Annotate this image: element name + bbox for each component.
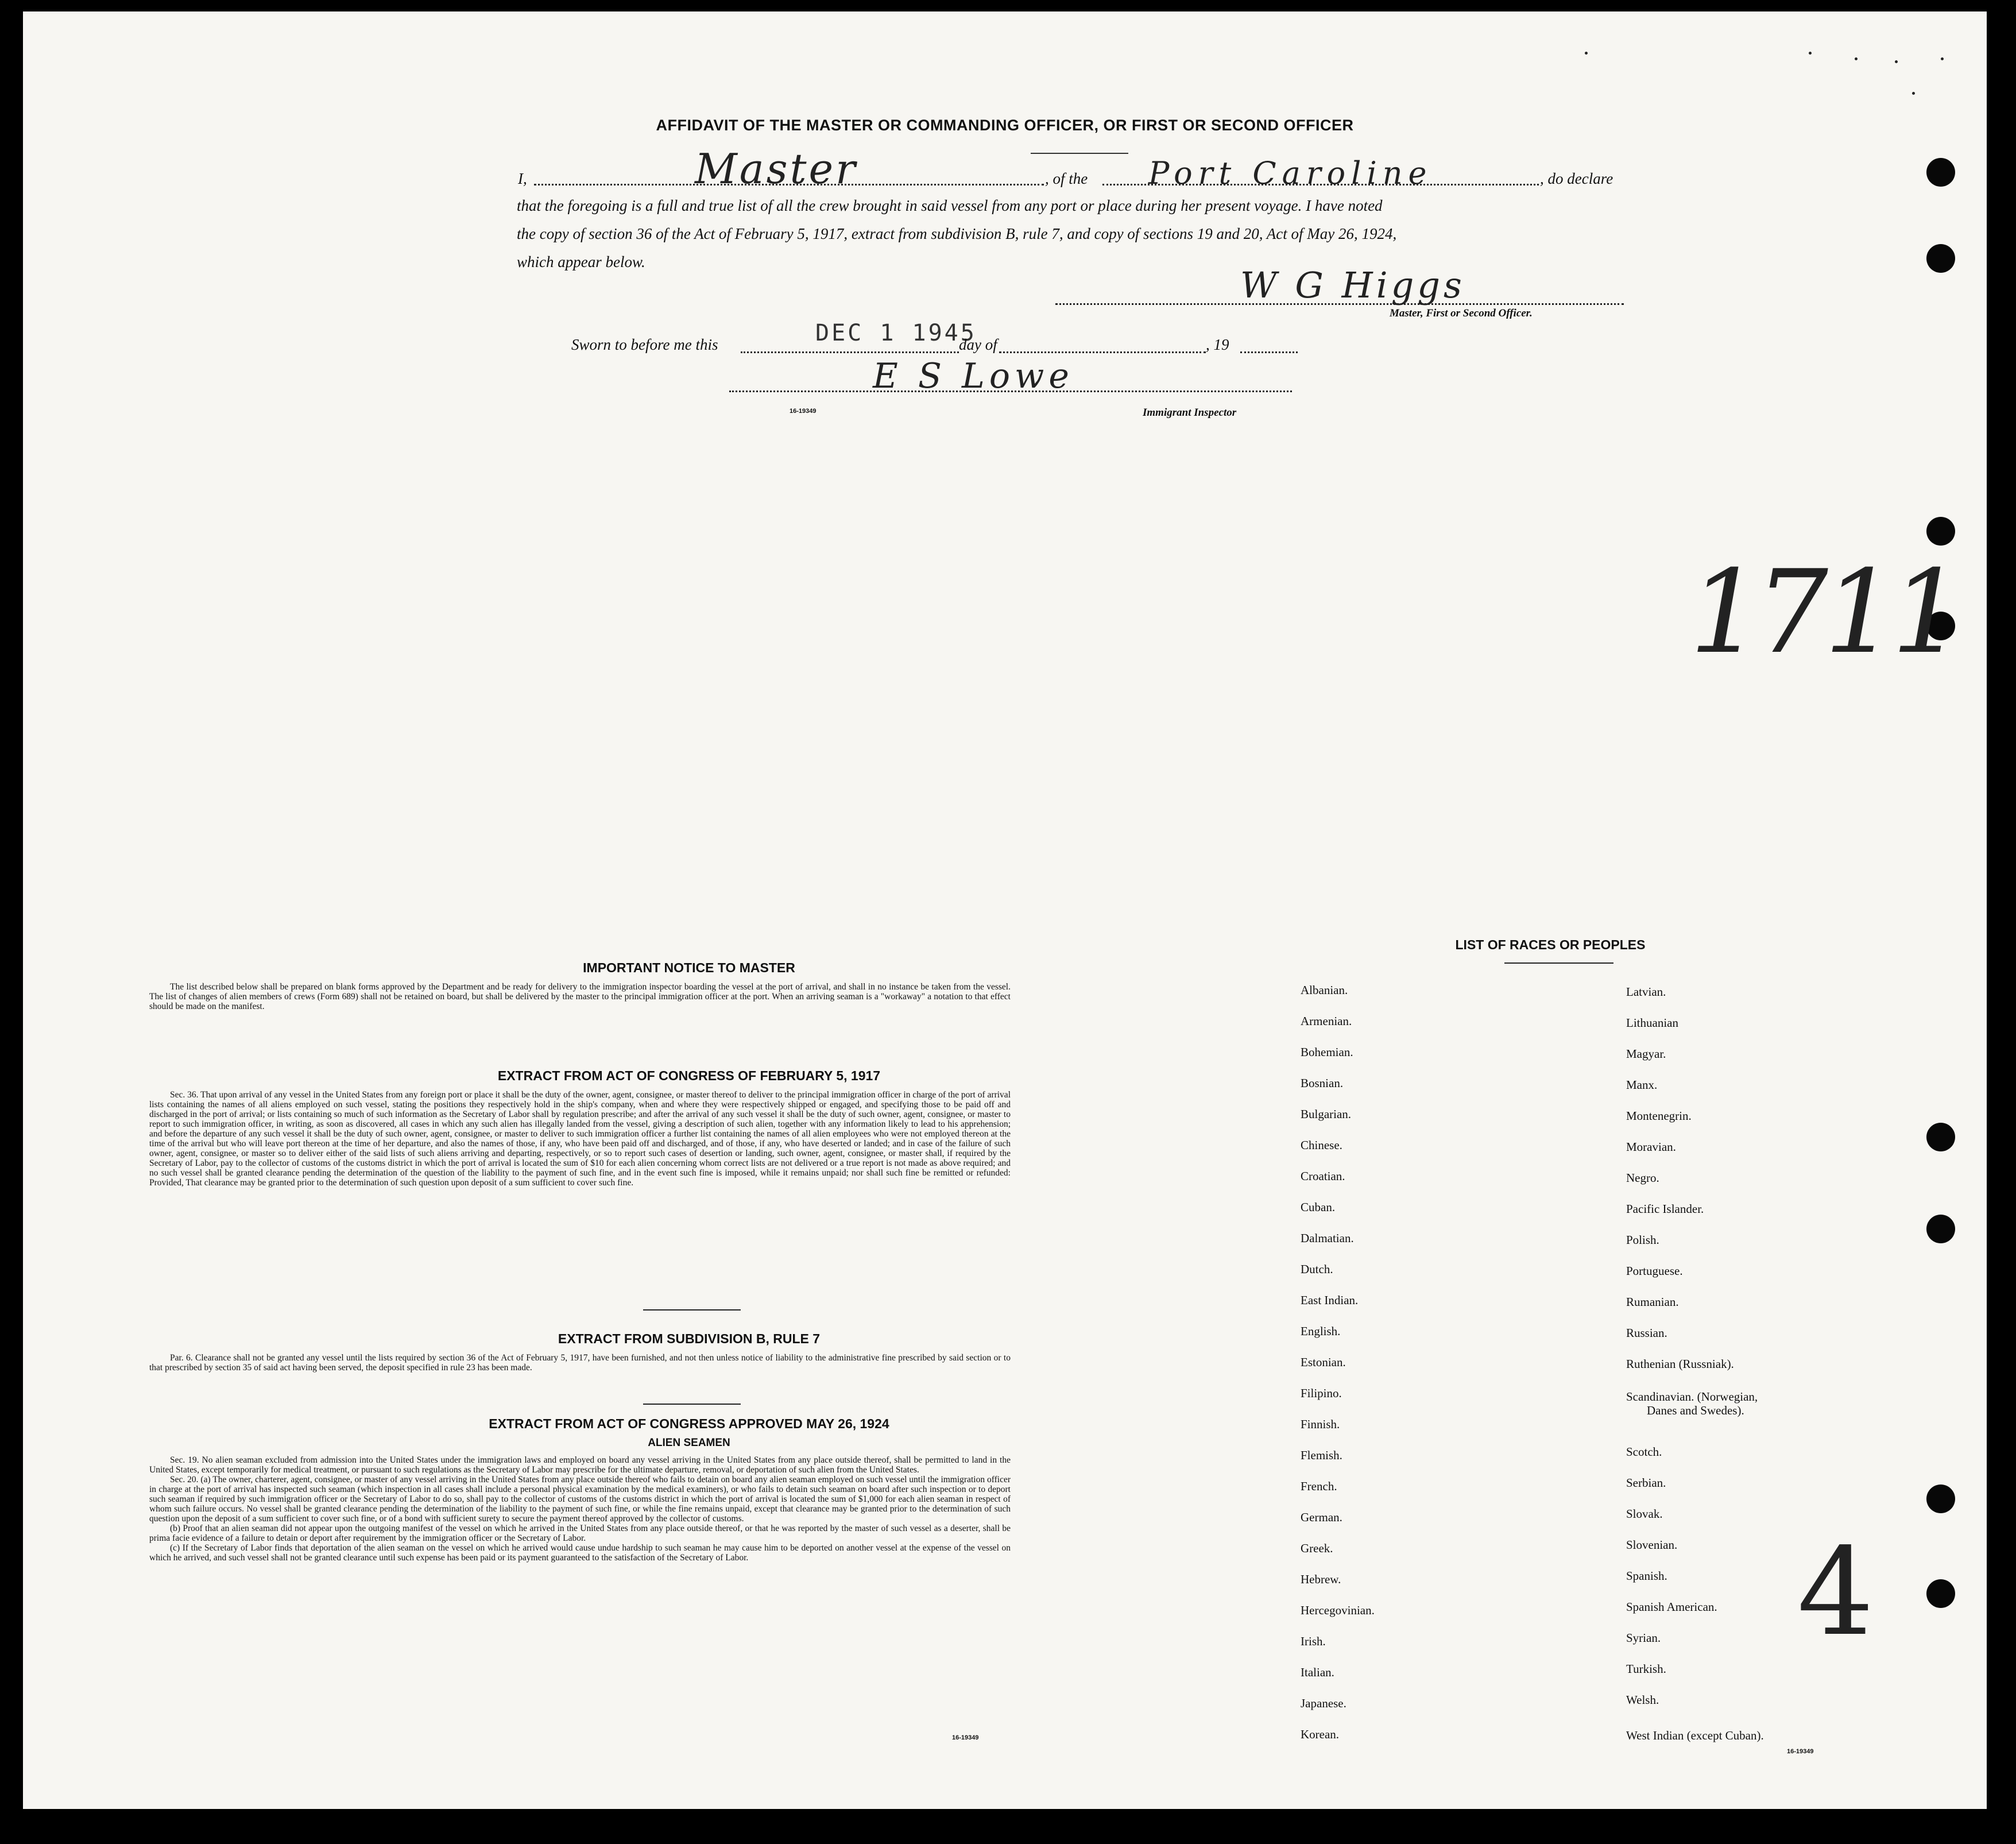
divider-rule bbox=[643, 1404, 741, 1405]
race-right-item: Lithuanian bbox=[1626, 1016, 1678, 1030]
race-right-item: West Indian (except Cuban). bbox=[1626, 1729, 1764, 1742]
race-left-item: Bohemian. bbox=[1301, 1045, 1353, 1059]
race-left-item: Hercegovinian. bbox=[1301, 1603, 1375, 1617]
notice-text bbox=[149, 982, 1011, 1011]
race-right-item: Serbian. bbox=[1626, 1476, 1666, 1490]
race-right-item: Moravian. bbox=[1626, 1140, 1676, 1154]
extract-1924-title: EXTRACT FROM ACT OF CONGRESS APPROVED MAY 26, 1924 bbox=[489, 1416, 889, 1431]
officer-signature-handwritten: W G Higgs bbox=[1240, 264, 1465, 306]
race-left-item: Finnish. bbox=[1301, 1417, 1340, 1431]
vessel-name-handwritten: Port Caroline bbox=[1148, 155, 1433, 191]
race-left-item: Dutch. bbox=[1301, 1262, 1333, 1276]
race-left-item: Croatian. bbox=[1301, 1169, 1345, 1183]
year-line bbox=[1240, 351, 1298, 353]
sec20b-paragraph: (b) Proof that an alien seaman did not appear upon the outgoing manifest of the vessel on which he arrived in the United States from any place outside thereof, or that he was reported by the master of such vessel as a deserter, shall be prima facie evidence of a failure to detain or deport after requirement by the immigration officer or the Secretary of Labor. bbox=[149, 1524, 1011, 1543]
document-page bbox=[23, 11, 1987, 1809]
extract-1917-title: EXTRACT FROM ACT OF CONGRESS OF FEBRUARY 5, 1917 bbox=[497, 1068, 881, 1083]
sec20a-paragraph: Sec. 20. (a) The owner, charterer, agent, consignee, or master of any vessel arriving in the United States from any place outside thereof who fails to detain on board any alien seaman employed on such vessel until the immigration officer in charge at the port of arrival has inspected such seaman (which inspection in all cases shall include a personal physical examination by the medical examiners), or who fails to detain such seaman on board after such inspection or to deport such seaman if required by such immigration officer or the Secretary of Labor to do so, shall pay to the collector of customs of the customs district in which the port of arrival is located the sum of $1,000 for each alien seaman in respect of whom such failure occurs. No vessel shall be granted clearance pending the determination of the liability to the payment of such fine, or while the fine remains unpaid, except that clearance may be granted prior to the determination of such question upon the deposit of a sum sufficient to cover such fine, or of a bond with sufficient surety to secure the payment thereof approved by the collector of customs. bbox=[149, 1475, 1011, 1524]
affidavit-body-line-1: that the foregoing is a full and true list of all the crew brought in said vessel from any port or place during her present voyage. I have noted bbox=[517, 197, 1383, 214]
extract-form-number: 16-19349 bbox=[952, 1734, 979, 1741]
extract-1917-text bbox=[149, 1090, 1011, 1188]
race-left-item: East Indian. bbox=[1301, 1293, 1359, 1307]
race-left-item: Cuban. bbox=[1301, 1200, 1336, 1214]
race-left-item: Korean. bbox=[1301, 1727, 1340, 1741]
punch-hole bbox=[1926, 244, 1955, 273]
race-right-item: Turkish. bbox=[1626, 1662, 1666, 1676]
sec20c-paragraph: (c) If the Secretary of Labor finds that deportation of the alien seaman on the vessel on which he arrived would cause undue hardship to such seaman he may cause him to be deported on another vessel at the expense of the vessel on which he arrived, and such vessel shall not be granted clearance until such expense has been paid or its payment guaranteed to the satisfaction of the Secretary of Labor. bbox=[149, 1543, 1011, 1563]
inspector-signature-handwritten: E S Lowe bbox=[873, 356, 1074, 396]
race-left-item: Dalmatian. bbox=[1301, 1231, 1354, 1245]
race-right-item: Danes and Swedes). bbox=[1647, 1404, 1744, 1417]
rule7-text bbox=[149, 1353, 1011, 1373]
races-title-rule bbox=[1504, 962, 1613, 964]
race-right-item: Polish. bbox=[1626, 1233, 1659, 1247]
punch-hole bbox=[1926, 1215, 1955, 1243]
page-number-handwritten: 1711 bbox=[1676, 546, 1969, 679]
race-right-item: Scotch. bbox=[1626, 1445, 1662, 1459]
race-right-item: Rumanian. bbox=[1626, 1295, 1679, 1309]
race-right-item: Syrian. bbox=[1626, 1631, 1661, 1645]
divider-rule bbox=[643, 1309, 741, 1310]
race-left-item: English. bbox=[1301, 1324, 1341, 1338]
notice-title: IMPORTANT NOTICE TO MASTER bbox=[583, 960, 795, 975]
race-right-item: Slovak. bbox=[1626, 1507, 1663, 1521]
punch-hole bbox=[1926, 1123, 1955, 1151]
year-label: , 19 bbox=[1206, 336, 1229, 353]
punch-hole bbox=[1926, 158, 1955, 187]
race-left-item: Filipino. bbox=[1301, 1386, 1342, 1400]
speck bbox=[1941, 57, 1944, 60]
of-the-label: , of the bbox=[1045, 170, 1088, 187]
alien-seamen-subtitle: ALIEN SEAMEN bbox=[648, 1437, 730, 1449]
day-of-label: day of bbox=[959, 336, 997, 353]
date-stamp: DEC 1 1945 bbox=[815, 320, 977, 346]
race-left-item: Italian. bbox=[1301, 1665, 1334, 1679]
affidavit-body-line-2: the copy of section 36 of the Act of February 5, 1917, extract from subdivision B, rule 7, and copy of sections 19 and 20, Act of May 26, 1924, bbox=[517, 225, 1397, 242]
race-right-item: Manx. bbox=[1626, 1078, 1658, 1092]
short-rule bbox=[1031, 153, 1128, 154]
inspector-caption: Immigrant Inspector bbox=[1143, 407, 1237, 419]
affidavit-form-number: 16-19349 bbox=[790, 408, 817, 415]
sec36-paragraph: Sec. 36. That upon arrival of any vessel in the United States from any foreign port or place it shall be the duty of the owner, agent, consignee, or master thereof to deliver to the principal immigration officer in charge of the port of arrival lists containing the names of all aliens employed on such vessel, stating the positions they respectively hold in the ship's company, when and where they were respectively shipped or engaged, and specifying those to be paid off and discharged in the port of arrival; or lists containing so much of such information as the Secretary of Labor shall by regulation prescribe; and after the arrival of any such vessel it shall be the duty of such owner, agent, consignee, or master to report to such immigration officer, in writing, as soon as discovered, all cases in which any such alien has illegally landed from the vessel, giving a description of such alien, together with any information likely to lead to his apprehension; and before the departure of any such vessel it shall be the duty of such owner, agent, consignee, or master to deliver to such immigration officer a further list containing the names of all alien employees who were not employed thereon at the time of the arrival but who will leave port thereon at the time of her departure, and also the names of those, if any, who have been paid off and discharged, and of those, if any, who have deserted or landed; and in case of the failure of such owner, agent, consignee, or master so to deliver either of the said lists of such aliens arriving and departing, respectively, or so to report such cases of desertion or landing, such owner, agent, consignee, or master shall, if required by the Secretary of Labor, pay to the collector of customs of the customs district in which the port of arrival is located the sum of $10 for each alien concerning whom correct lists are not delivered or a true report is not made as above required; and no such vessel shall be granted clearance pending the determination of the question of the liability to the payment of such fine, and in the event such fine is imposed, while it remains unpaid; nor shall such fine be remitted or refunded: Provided, That clearance may be granted prior to the determination of such question upon deposit of a sum sufficient to cover such fine. bbox=[149, 1090, 1011, 1188]
race-right-item: Ruthenian (Russniak). bbox=[1626, 1357, 1734, 1371]
race-left-item: Hebrew. bbox=[1301, 1572, 1341, 1586]
speck bbox=[1585, 52, 1588, 55]
race-right-item: Scandinavian. (Norwegian, bbox=[1626, 1390, 1758, 1404]
corner-mark-handwritten: 4 bbox=[1797, 1522, 1874, 1663]
race-left-item: Irish. bbox=[1301, 1634, 1326, 1648]
race-left-item: Chinese. bbox=[1301, 1138, 1342, 1152]
speck bbox=[1895, 60, 1898, 63]
rule7-title: EXTRACT FROM SUBDIVISION B, RULE 7 bbox=[558, 1331, 821, 1346]
master-name-handwritten: Master bbox=[695, 145, 858, 193]
race-right-item: Slovenian. bbox=[1626, 1538, 1678, 1552]
race-right-item: Russian. bbox=[1626, 1326, 1667, 1340]
race-right-item: Welsh. bbox=[1626, 1693, 1659, 1707]
race-right-item: Spanish American. bbox=[1626, 1600, 1717, 1614]
races-title: LIST OF RACES OR PEOPLES bbox=[1455, 937, 1646, 952]
race-left-item: Estonian. bbox=[1301, 1355, 1346, 1369]
races-form-number: 16-19349 bbox=[1787, 1748, 1814, 1755]
race-right-item: Montenegrin. bbox=[1626, 1109, 1692, 1123]
sworn-label: Sworn to before me this bbox=[571, 336, 718, 353]
speck bbox=[1809, 52, 1812, 55]
race-right-item: Pacific Islander. bbox=[1626, 1202, 1704, 1216]
speck bbox=[1912, 92, 1915, 95]
race-left-item: Flemish. bbox=[1301, 1448, 1342, 1462]
race-left-item: Japanese. bbox=[1301, 1696, 1346, 1710]
sworn-day-line bbox=[741, 351, 959, 353]
race-right-item: Latvian. bbox=[1626, 985, 1666, 999]
race-left-item: Albanian. bbox=[1301, 983, 1348, 997]
punch-hole bbox=[1926, 1579, 1955, 1608]
race-right-item: Portuguese. bbox=[1626, 1264, 1683, 1278]
extract-1924-text bbox=[149, 1455, 1011, 1563]
declare-label: , do declare bbox=[1540, 170, 1613, 187]
race-right-item: Magyar. bbox=[1626, 1047, 1666, 1061]
i-label: I, bbox=[518, 170, 527, 187]
notice-paragraph: The list described below shall be prepared on blank forms approved by the Department and be ready for delivery to the immigration inspector boarding the vessel at the port of arrival, and shall in no instance be taken from the vessel. The list of changes of alien members of crews (Form 689) shall not be retained on board, but shall be delivered by the master to the principal immigration officer at the port. When an arriving seaman is a "workaway" a notation to that effect should be made on the manifest. bbox=[149, 982, 1011, 1011]
race-right-item: Spanish. bbox=[1626, 1569, 1667, 1583]
month-line bbox=[999, 351, 1206, 353]
race-left-item: Greek. bbox=[1301, 1541, 1333, 1555]
race-right-item: Negro. bbox=[1626, 1171, 1659, 1185]
race-left-item: French. bbox=[1301, 1479, 1337, 1493]
race-left-item: Bulgarian. bbox=[1301, 1107, 1352, 1121]
punch-hole bbox=[1926, 1485, 1955, 1513]
affidavit-title: AFFIDAVIT OF THE MASTER OR COMMANDING OFFICER, OR FIRST OR SECOND OFFICER bbox=[656, 117, 1354, 134]
punch-hole bbox=[1926, 517, 1955, 546]
sec19-paragraph: Sec. 19. No alien seaman excluded from admission into the United States under the immigration laws and employed on board any vessel arriving in the United States from any place outside thereof, shall be permitted to land in the United States, except temporarily for medical treatment, or pursuant to such regulations as the Secretary of Labor may prescribe for the ultimate departure, removal, or deportation of such alien from the United States. bbox=[149, 1455, 1011, 1475]
race-left-item: Armenian. bbox=[1301, 1014, 1352, 1028]
race-left-item: Bosnian. bbox=[1301, 1076, 1344, 1090]
race-left-item: German. bbox=[1301, 1510, 1342, 1524]
rule7-paragraph: Par. 6. Clearance shall not be granted any vessel until the lists required by section 36 of the Act of February 5, 1917, have been furnished, and not then unless notice of liability to the administrative fine prescribed by said section or to that prescribed by section 35 of said act having been served, the deposit specified in rule 23 has been made. bbox=[149, 1353, 1011, 1373]
speck bbox=[1855, 57, 1858, 60]
affidavit-body-line-3: which appear below. bbox=[517, 253, 645, 270]
signature-caption: Master, First or Second Officer. bbox=[1390, 307, 1533, 319]
